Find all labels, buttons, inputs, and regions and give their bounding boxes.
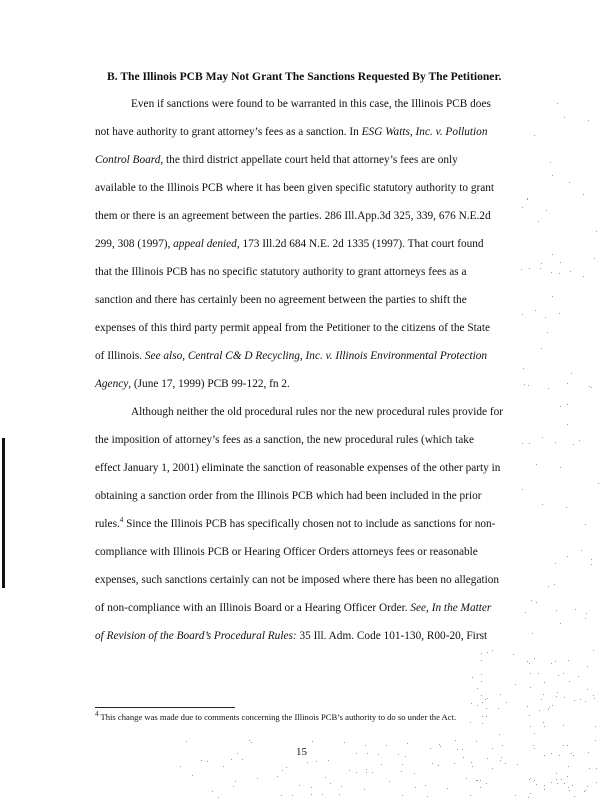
- scan-speck: [367, 753, 368, 754]
- scan-speck: [594, 698, 595, 699]
- scan-speck: [542, 504, 543, 505]
- scan-speck: [415, 787, 416, 788]
- scan-speck: [366, 769, 367, 770]
- scan-speck: [585, 701, 586, 702]
- scan-speck: [311, 794, 312, 795]
- scan-speck: [556, 773, 557, 774]
- scan-speck: [587, 689, 588, 690]
- scan-speck: [591, 559, 592, 560]
- case-citation: Control Board: [95, 154, 161, 166]
- scan-speck: [316, 761, 317, 762]
- scan-speck: [563, 725, 564, 726]
- scan-speck: [525, 612, 526, 613]
- scan-speck: [581, 550, 582, 551]
- scan-speck: [529, 715, 530, 716]
- scan-speck: [544, 726, 545, 727]
- scan-speck: [578, 676, 579, 677]
- scan-speck: [580, 699, 581, 700]
- scan-speck: [534, 135, 535, 136]
- scan-speck: [538, 221, 539, 222]
- scan-speck: [401, 771, 402, 772]
- scan-speck: [568, 787, 569, 788]
- scan-speck: [365, 745, 366, 746]
- scan-speck: [356, 753, 357, 754]
- scan-speck: [544, 789, 545, 790]
- section-heading: B. The Illinois PCB May Not Grant The Sanctions Requested By The Petitioner.: [107, 70, 502, 83]
- text-line: rules.$^4$ Since the Illinois PCB has specifically chosen not to include as sanctions for non-: [95, 516, 496, 530]
- scan-speck: [432, 763, 433, 764]
- scan-speck: [572, 785, 573, 786]
- scan-speck: [472, 766, 473, 767]
- scan-speck: [569, 182, 570, 183]
- scan-speck: [561, 779, 562, 780]
- scan-speck: [523, 368, 524, 369]
- scan-speck: [530, 673, 531, 674]
- scan-speck: [551, 663, 552, 664]
- scan-speck: [546, 210, 547, 211]
- scan-speck: [481, 674, 482, 675]
- text-line: obtaining a sanction order from the Illinois PCB which had been included in the prior: [95, 490, 482, 502]
- scan-speck: [527, 199, 528, 200]
- scan-speck: [555, 442, 556, 443]
- case-citation: of Revision of the Board’s Procedural Rules:: [95, 630, 297, 642]
- scan-speck: [558, 675, 559, 676]
- scan-speck: [506, 702, 507, 703]
- scan-speck: [286, 767, 287, 768]
- scan-speck: [231, 759, 232, 760]
- scan-speck: [277, 776, 278, 777]
- scan-speck: [381, 764, 382, 765]
- scan-speck: [455, 740, 456, 741]
- scan-speck: [544, 755, 545, 756]
- scan-speck: [551, 272, 552, 273]
- scan-speck: [567, 556, 568, 557]
- scan-speck: [470, 722, 471, 723]
- footnote: $^4$ This change was made due to comments concerning the Illinois PCB’s authority to do so under the Act.: [95, 710, 457, 722]
- text-line: available to the Illinois PCB where it has been given specific statutory authority to grant: [95, 182, 495, 194]
- scan-speck: [595, 726, 596, 727]
- scan-speck: [569, 681, 570, 682]
- scan-speck: [575, 609, 576, 610]
- scan-speck: [522, 314, 523, 315]
- text-line: Although neither the old procedural rules nor the new procedural rules provide for: [131, 406, 504, 418]
- scan-speck: [549, 707, 550, 708]
- scan-speck: [466, 778, 467, 779]
- text-line: the imposition of attorney’s fees as a sanction, the new procedural rules (which take: [95, 434, 474, 446]
- scan-speck: [378, 754, 379, 755]
- scan-speck: [515, 684, 516, 685]
- scan-speck: [552, 705, 553, 706]
- scan-speck: [588, 120, 589, 121]
- scan-speck: [486, 708, 487, 709]
- text-line: compliance with Illinois PCB or Hearing Officer Orders attorneys fees or reasonable: [95, 546, 478, 558]
- scan-speck: [573, 755, 574, 756]
- scan-speck: [596, 782, 597, 783]
- scan-speck: [552, 254, 553, 255]
- scan-speck: [339, 794, 340, 795]
- scan-speck: [557, 692, 558, 693]
- scan-speck: [583, 194, 584, 195]
- scan-speck: [481, 660, 482, 661]
- scan-speck: [552, 175, 553, 176]
- scan-speck: [585, 524, 586, 525]
- scan-speck: [500, 760, 501, 761]
- scan-speck: [414, 773, 415, 774]
- scan-speck: [589, 768, 590, 769]
- scan-speck: [515, 795, 516, 796]
- scan-speck: [529, 443, 530, 444]
- scan-speck: [438, 765, 439, 766]
- scan-speck: [559, 755, 560, 756]
- scan-speck: [530, 726, 531, 727]
- text-line: of Illinois. See also, Central C& D Recycling, Inc. v. Illinois Environmental Protection: [95, 350, 488, 362]
- scan-speck: [548, 586, 549, 587]
- case-citation: See also, Central C& D Recycling, Inc. v. Illinois Environmental Protection: [144, 350, 488, 362]
- scan-speck: [551, 782, 552, 783]
- scan-speck: [564, 117, 565, 118]
- scan-speck: [596, 768, 597, 769]
- scan-speck: [598, 483, 599, 484]
- scan-speck: [201, 760, 202, 761]
- scan-speck: [481, 695, 482, 696]
- scan-speck: [462, 749, 463, 750]
- scan-speck: [242, 759, 243, 760]
- scan-speck: [589, 386, 590, 387]
- scan-speck: [477, 688, 478, 689]
- scan-speck: [596, 231, 597, 232]
- scan-speck: [531, 600, 532, 601]
- scan-speck: [571, 753, 572, 754]
- scan-speck: [325, 777, 326, 778]
- scan-speck: [529, 663, 530, 664]
- scan-speck: [235, 781, 236, 782]
- scan-speck: [471, 762, 472, 763]
- scan-speck: [257, 778, 258, 779]
- scan-speck: [593, 695, 594, 696]
- scan-speck: [212, 791, 213, 792]
- scan-speck: [372, 772, 373, 773]
- scan-speck: [528, 797, 529, 798]
- scan-speck: [402, 764, 403, 765]
- scan-speck: [522, 489, 523, 490]
- scan-speck: [522, 207, 523, 208]
- scan-speck: [556, 610, 557, 611]
- scan-speck: [218, 797, 219, 798]
- scan-speck: [564, 783, 565, 784]
- scan-speck: [573, 444, 574, 445]
- scan-speck: [539, 710, 540, 711]
- scan-speck: [505, 763, 506, 764]
- scan-speck: [500, 694, 501, 695]
- scan-speck: [192, 775, 193, 776]
- scan-speck: [281, 795, 282, 796]
- scan-speck: [530, 687, 531, 688]
- scan-speck: [571, 373, 572, 374]
- scan-speck: [568, 766, 569, 767]
- scan-speck: [530, 793, 531, 794]
- scan-speck: [457, 749, 458, 750]
- scan-speck: [476, 741, 477, 742]
- scan-speck: [541, 263, 542, 264]
- scan-speck: [405, 756, 406, 757]
- scan-speck: [560, 467, 561, 468]
- scan-speck: [207, 761, 208, 762]
- scan-speck: [482, 702, 483, 703]
- scan-speck: [587, 666, 588, 667]
- scan-speck: [430, 748, 431, 749]
- scan-speck: [535, 310, 536, 311]
- scan-speck: [528, 385, 529, 386]
- scan-speck: [389, 781, 390, 782]
- scan-speck: [292, 795, 293, 796]
- scan-speck: [344, 742, 345, 743]
- scan-speck: [560, 623, 561, 624]
- scan-speck: [501, 757, 502, 758]
- scan-speck: [223, 766, 224, 767]
- scan-speck: [486, 716, 487, 717]
- scan-speck: [349, 770, 350, 771]
- scan-speck: [567, 424, 568, 425]
- scan-speck: [544, 785, 545, 786]
- scan-speck: [312, 741, 313, 742]
- scan-speck: [492, 650, 493, 651]
- text-line: of Revision of the Board’s Procedural Rules: 35 Ill. Adm. Code 101-130, R00-20, First: [95, 630, 488, 642]
- footnote-reference: 4: [119, 516, 124, 525]
- scan-speck: [588, 752, 589, 753]
- scan-speck: [476, 780, 477, 781]
- scan-speck: [547, 332, 548, 333]
- scan-speck: [563, 745, 564, 746]
- scan-speck: [527, 661, 528, 662]
- scan-speck: [521, 269, 522, 270]
- case-citation: ESG Watts, Inc. v. Pollution: [361, 126, 488, 138]
- scan-speck: [544, 682, 545, 683]
- text-line: them or there is an agreement between the parties. 286 Ill.App.3d 325, 339, 676 N.E.2d: [95, 210, 491, 222]
- scan-speck: [579, 440, 580, 441]
- scan-speck: [586, 613, 587, 614]
- scan-speck: [534, 733, 535, 734]
- scan-speck: [480, 780, 481, 781]
- scan-edge-mark: [2, 438, 5, 588]
- scan-speck: [366, 772, 367, 773]
- scan-speck: [574, 796, 575, 797]
- scan-speck: [543, 722, 544, 723]
- scan-speck: [567, 404, 568, 405]
- scan-speck: [568, 660, 569, 661]
- scan-speck: [427, 796, 428, 797]
- scan-speck: [470, 795, 471, 796]
- scan-speck: [567, 383, 568, 384]
- scan-speck: [560, 406, 561, 407]
- scan-speck: [487, 758, 488, 759]
- scan-speck: [407, 743, 408, 744]
- scan-speck: [477, 705, 478, 706]
- scan-speck: [584, 791, 585, 792]
- scan-speck: [567, 776, 568, 777]
- scan-speck: [593, 650, 594, 651]
- scan-speck: [534, 658, 535, 659]
- text-line: expenses of this third party permit appeal from the Petitioner to the citizens of the State: [95, 322, 490, 334]
- scan-speck: [186, 741, 187, 742]
- scan-speck: [585, 618, 586, 619]
- scan-speck: [522, 443, 523, 444]
- scan-speck: [551, 753, 552, 754]
- scan-speck: [513, 654, 514, 655]
- scan-speck: [567, 745, 568, 746]
- text-line: effect January 1, 2001) eliminate the sanction of reasonable expenses of the other party in: [95, 462, 501, 474]
- scan-speck: [529, 779, 530, 780]
- scan-speck: [557, 103, 558, 104]
- scan-speck: [563, 673, 564, 674]
- scan-speck: [356, 772, 357, 773]
- scan-speck: [587, 786, 588, 787]
- scan-speck: [591, 387, 592, 388]
- text-line: not have authority to grant attorney’s fees as a sanction. In ESG Watts, Inc. v. Pollution: [95, 126, 488, 138]
- scan-speck: [471, 703, 472, 704]
- scan-speck: [237, 753, 238, 754]
- scan-speck: [536, 784, 537, 785]
- scan-speck: [180, 766, 181, 767]
- scan-speck: [517, 764, 518, 765]
- scan-speck: [482, 723, 483, 724]
- scan-speck: [364, 789, 365, 790]
- scan-speck: [560, 262, 561, 263]
- page-number: 15: [296, 746, 307, 758]
- scan-speck: [574, 700, 575, 701]
- scan-speck: [249, 740, 250, 741]
- scan-speck: [328, 760, 329, 761]
- scan-speck: [595, 740, 596, 741]
- scan-speck: [555, 563, 556, 564]
- scan-speck: [447, 788, 448, 789]
- scan-speck: [552, 296, 553, 297]
- scan-speck: [570, 271, 571, 272]
- scan-speck: [532, 633, 533, 634]
- scan-speck: [538, 673, 539, 674]
- scan-speck: [499, 734, 500, 735]
- scan-speck: [529, 268, 530, 269]
- scan-speck: [322, 794, 323, 795]
- scan-speck: [585, 790, 586, 791]
- scan-speck: [556, 696, 557, 697]
- scan-speck: [454, 763, 455, 764]
- scan-speck: [251, 742, 252, 743]
- text-line: Agency, (June 17, 1999) PCB 99-122, fn 2.: [95, 378, 290, 390]
- scan-speck: [541, 699, 542, 700]
- scan-speck: [559, 273, 560, 274]
- scan-speck: [299, 785, 300, 786]
- scan-speck: [548, 388, 549, 389]
- scan-speck: [386, 745, 387, 746]
- scan-speck: [536, 602, 537, 603]
- footnote-divider: [95, 707, 235, 708]
- text-line: sanction and there has certainly been no agreement between the parties to shift the: [95, 294, 467, 306]
- scan-speck: [524, 384, 525, 385]
- scan-speck: [591, 564, 592, 565]
- scan-speck: [555, 661, 556, 662]
- scan-speck: [330, 783, 331, 784]
- text-line: Control Board, the third district appellate court held that attorney’s fees are only: [95, 154, 458, 166]
- scan-speck: [233, 786, 234, 787]
- scan-speck: [536, 464, 537, 465]
- scan-speck: [311, 787, 312, 788]
- scan-speck: [487, 698, 488, 699]
- scan-speck: [485, 699, 486, 700]
- scan-speck: [550, 162, 551, 163]
- scan-speck: [540, 268, 541, 269]
- scan-speck: [492, 748, 493, 749]
- text-line: Even if sanctions were found to be warranted in this case, the Illinois PCB does: [131, 98, 491, 110]
- scan-speck: [527, 706, 528, 707]
- footnote-mark: 4: [95, 710, 99, 719]
- scan-speck: [282, 770, 283, 771]
- scan-speck: [440, 746, 441, 747]
- scan-speck: [439, 744, 440, 745]
- scan-speck: [477, 780, 478, 781]
- scan-speck: [498, 708, 499, 709]
- scan-speck: [463, 757, 464, 758]
- scan-speck: [534, 780, 535, 781]
- scan-speck: [533, 745, 534, 746]
- scan-speck: [559, 313, 560, 314]
- scan-speck: [569, 790, 570, 791]
- text-line: that the Illinois PCB has no specific statutory authority to grant attorneys fees as a: [95, 266, 467, 278]
- scan-speck: [557, 783, 558, 784]
- scan-speck: [487, 652, 488, 653]
- scan-speck: [543, 694, 544, 695]
- scan-speck: [548, 709, 549, 710]
- scan-speck: [398, 754, 399, 755]
- scan-speck: [594, 258, 595, 259]
- scan-speck: [583, 276, 584, 277]
- text-line: 299, 308 (1997), appeal denied, 173 Ill.2d 684 N.E. 2d 1335 (1997). That court found: [95, 238, 484, 250]
- scan-speck: [534, 748, 535, 749]
- scan-speck: [480, 787, 481, 788]
- scan-speck: [492, 768, 493, 769]
- scan-speck: [307, 762, 308, 763]
- scan-speck: [530, 778, 531, 779]
- text-line: of non-compliance with an Illinois Board or a Hearing Officer Order. See, In the Matter: [95, 602, 492, 614]
- scan-speck: [481, 653, 482, 654]
- scan-speck: [541, 348, 542, 349]
- scan-speck: [481, 681, 482, 682]
- scan-speck: [566, 507, 567, 508]
- case-citation: See, In the Matter: [410, 602, 492, 614]
- scan-speck: [486, 783, 487, 784]
- scan-speck: [425, 785, 426, 786]
- scan-speck: [545, 317, 546, 318]
- scan-speck: [554, 584, 555, 585]
- scan-speck: [341, 786, 342, 787]
- scan-speck: [472, 677, 473, 678]
- scan-speck: [542, 437, 543, 438]
- text-line: expenses, such sanctions certainly can not be imposed where there has been no allegation: [95, 574, 500, 586]
- scan-speck: [502, 745, 503, 746]
- scan-speck: [482, 716, 483, 717]
- scan-speck: [564, 697, 565, 698]
- scan-speck: [556, 779, 557, 780]
- scan-speck: [402, 795, 403, 796]
